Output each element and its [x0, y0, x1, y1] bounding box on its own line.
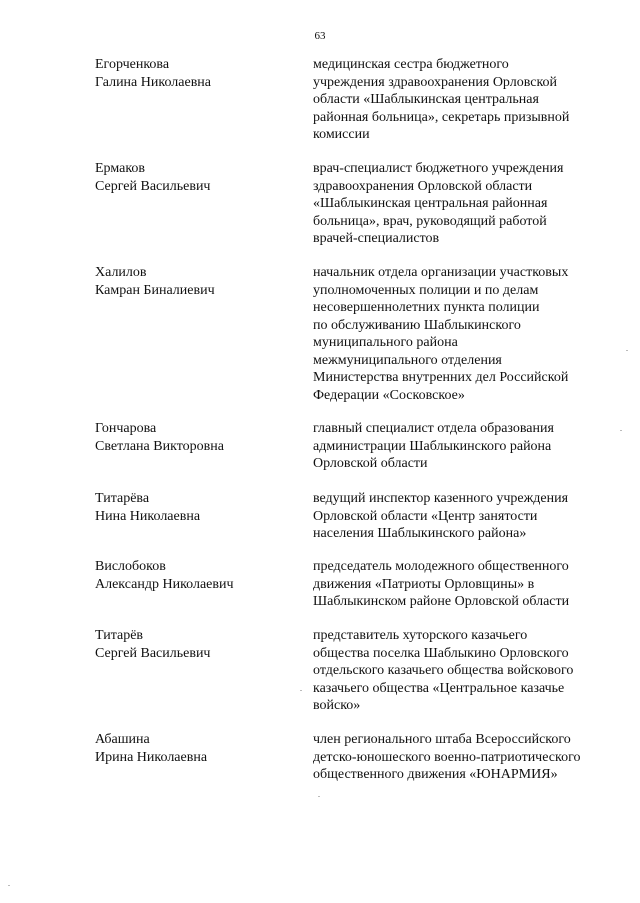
member-surname: Вислобоков	[95, 559, 166, 574]
position-line: войско»	[313, 698, 361, 713]
scan-speck	[620, 430, 622, 431]
member-position	[313, 264, 613, 404]
member-name	[95, 160, 295, 195]
position-line: «Шаблыкинская центральная районная	[313, 196, 548, 211]
scan-speck	[626, 350, 628, 351]
position-line: отдельского казачьего общества войскового	[313, 663, 574, 678]
scan-speck	[8, 885, 10, 886]
position-line: Федерации «Сосковское»	[313, 387, 465, 403]
scan-speck	[318, 796, 320, 797]
position-line: Министерства внутренних дел Российской	[313, 370, 569, 385]
member-name	[95, 420, 295, 455]
position-line: несовершеннолетних пункта полиции	[313, 300, 540, 315]
member-surname: Егорченкова	[95, 57, 170, 72]
position-line: больница», врач, руководящий работой	[313, 213, 547, 229]
position-line: населения Шаблыкинского района»	[313, 526, 527, 541]
position-line: общественного движения «ЮНАРМИЯ»	[313, 767, 558, 782]
position-line: движения «Патриоты Орловщины» в	[313, 576, 535, 592]
position-line: Шаблыкинском районе Орловской области	[313, 594, 570, 609]
position-line: председатель молодежного общественного	[313, 559, 569, 574]
member-position	[313, 558, 613, 611]
position-line: администрации Шаблыкинского района	[313, 438, 552, 454]
position-line: учреждения здравоохранения Орловской	[313, 74, 558, 90]
position-line: Орловской области «Центр занятости	[313, 508, 538, 524]
member-given-names: Камран Биналиевич	[95, 282, 215, 298]
position-line: член регионального штаба Всероссийского	[313, 732, 571, 747]
position-line: врачей-специалистов	[313, 231, 440, 246]
position-line: здравоохранения Орловской области	[313, 178, 533, 194]
position-line: муниципального района	[313, 335, 458, 350]
position-line: комиссии	[313, 127, 370, 142]
member-given-names: Сергей Васильевич	[95, 178, 211, 194]
member-given-names: Светлана Викторовна	[95, 438, 224, 454]
page-number: 63	[314, 30, 326, 42]
position-line: районная больница», секретарь призывной	[313, 109, 570, 125]
position-line: детско-юношеского военно-патриотического	[313, 749, 581, 765]
member-given-names: Александр Николаевич	[95, 576, 234, 592]
member-surname: Титарёва	[95, 491, 150, 506]
member-surname: Ермаков	[95, 161, 146, 176]
position-line: главный специалист отдела образования	[313, 421, 554, 436]
member-name	[95, 558, 295, 593]
position-line: Орловской области	[313, 456, 428, 471]
member-position	[313, 490, 613, 543]
member-given-names: Сергей Васильевич	[95, 645, 211, 661]
member-name	[95, 490, 295, 525]
position-line: врач-специалист бюджетного учреждения	[313, 161, 564, 176]
member-surname: Халилов	[95, 265, 147, 280]
member-name	[95, 731, 295, 766]
member-name	[95, 56, 295, 91]
member-position	[313, 627, 613, 715]
member-position	[313, 731, 613, 784]
position-line: по обслуживанию Шаблыкинского	[313, 317, 521, 333]
position-line: области «Шаблыкинская центральная	[313, 92, 539, 107]
position-line: уполномоченных полиции и по делам	[313, 282, 539, 298]
member-given-names: Ирина Николаевна	[95, 749, 208, 765]
member-surname: Гончарова	[95, 421, 157, 436]
member-position	[313, 56, 613, 144]
member-given-names: Нина Николаевна	[95, 508, 201, 524]
member-surname: Титарёв	[95, 628, 144, 643]
member-position	[313, 160, 613, 248]
position-line: начальник отдела организации участковых	[313, 265, 569, 280]
position-line: представитель хуторского казачьего	[313, 628, 528, 643]
scan-speck	[300, 690, 302, 691]
member-name	[95, 264, 295, 299]
member-name	[95, 627, 295, 662]
member-surname: Абашина	[95, 732, 150, 747]
position-line: межмуниципального отделения	[313, 352, 502, 368]
position-line: медицинская сестра бюджетного	[313, 57, 509, 72]
position-line: ведущий инспектор казенного учреждения	[313, 491, 569, 506]
position-line: общества поселка Шаблыкино Орловского	[313, 645, 569, 661]
member-given-names: Галина Николаевна	[95, 74, 212, 90]
member-position	[313, 420, 613, 473]
position-line: казачьего общества «Центральное казачье	[313, 680, 565, 696]
